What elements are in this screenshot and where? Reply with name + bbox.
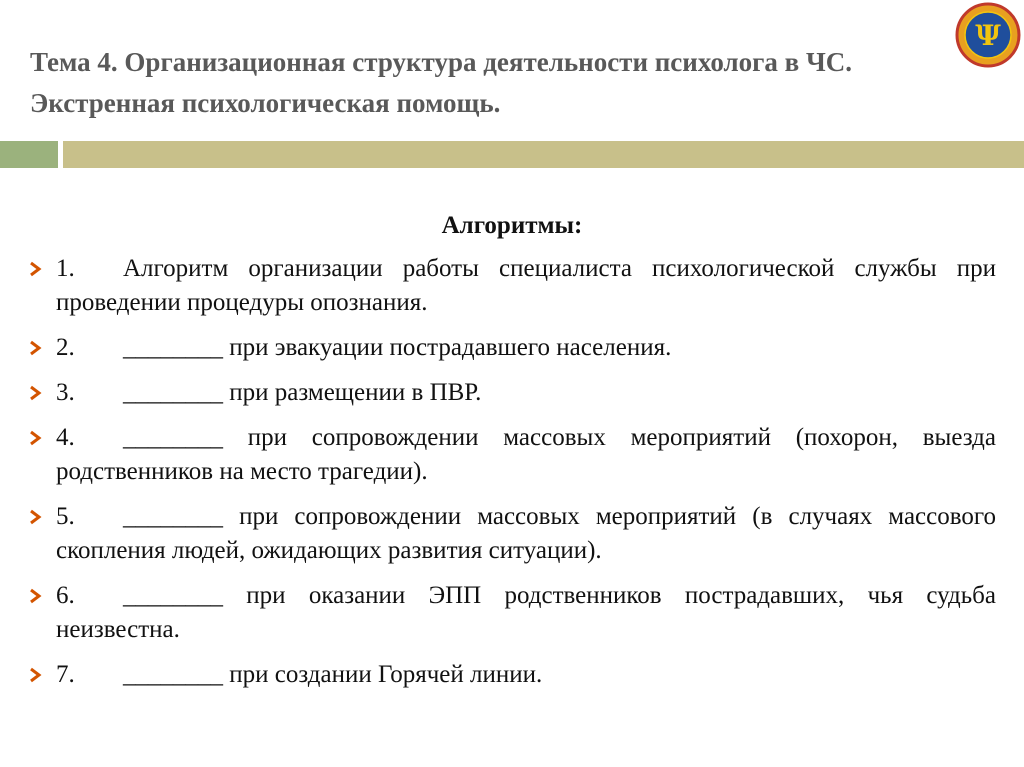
list-item [28,376,996,410]
decorative-bar-right [63,141,1024,168]
algorithm-list [28,252,996,703]
arrow-bullet-icon [28,430,44,446]
slide-title-line-1: Тема 4. Организационная структура деятельности психолога в ЧС. [30,47,853,77]
list-item [28,500,996,568]
list-item-text: ________ при создании Горячей линии. [123,661,543,688]
list-item-number: 4. [56,424,75,451]
psychology-emblem-icon [955,2,1021,68]
list-item-number: 5. [56,503,75,530]
list-item-number: 2. [56,334,75,361]
list-item [28,658,996,692]
list-item-text: ________ при сопровождении массовых мероприятий (в случаях массового скопления людей, ожидающих развития ситуации). [56,503,996,564]
list-item [28,579,996,647]
arrow-bullet-icon [28,261,44,277]
list-item-text: ________ при размещении в ПВР. [123,379,482,406]
arrow-bullet-icon [28,667,44,683]
arrow-bullet-icon [28,509,44,525]
list-item-number: 3. [56,379,75,406]
slide-title [30,42,990,124]
list-item-number: 7. [56,661,75,688]
arrow-bullet-icon [28,385,44,401]
arrow-bullet-icon [28,340,44,356]
slide-title-line-2: Экстренная психологическая помощь. [30,88,501,118]
list-item [28,421,996,489]
list-item-number: 6. [56,582,75,609]
list-item-text: Алгоритм организации работы специалиста психологической службы при проведении процедуры опознания. [56,255,996,316]
list-item [28,252,996,320]
section-heading: Алгоритмы: [441,212,583,239]
list-item-text: ________ при эвакуации пострадавшего населения. [123,334,672,361]
arrow-bullet-icon [28,588,44,604]
decorative-bar-left [0,141,58,168]
list-item-text: ________ при оказании ЭПП родственников пострадавших, чья судьба неизвестна. [56,582,996,643]
list-item [28,331,996,365]
list-item-number: 1. [56,255,75,282]
list-item-text: ________ при сопровождении массовых мероприятий (похорон, выезда родственников на место трагедии). [56,424,996,485]
logo-symbol: Ψ [975,19,1001,52]
